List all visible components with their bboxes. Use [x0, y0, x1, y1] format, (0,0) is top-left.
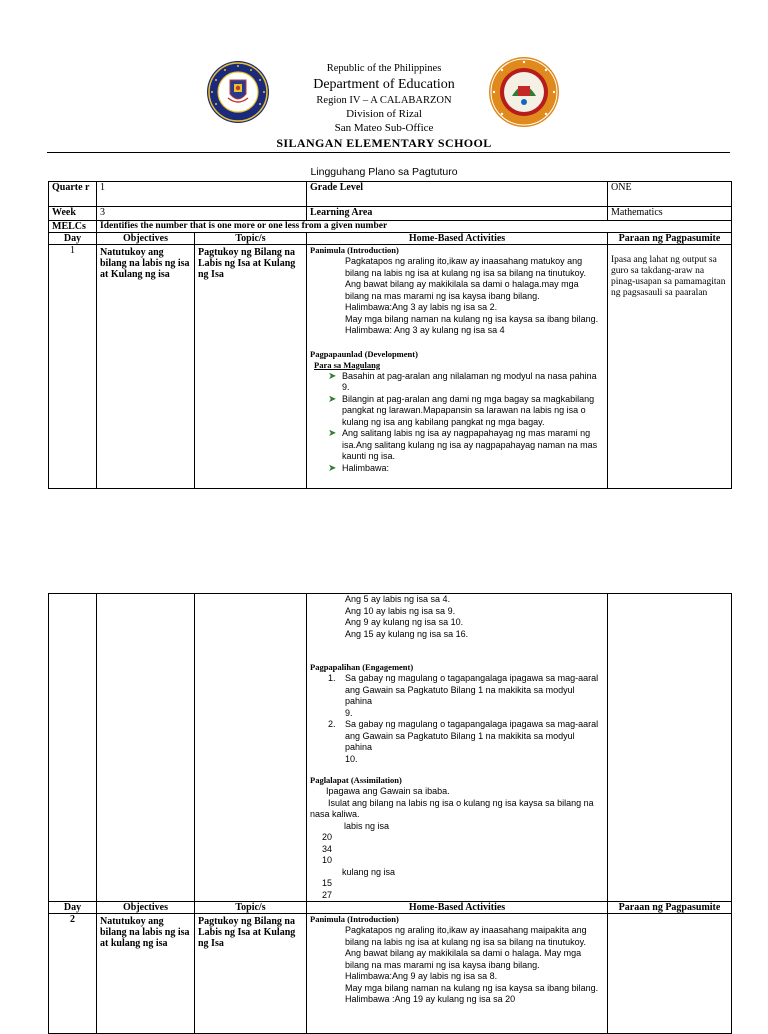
day1-dev-bullet — [310, 394, 604, 429]
plan-table-page1 — [48, 181, 732, 489]
learning-area-label: Learning Area — [307, 207, 608, 221]
day2-intro-line: Pagkatapos ng araling ito,ikaw ay inaasahang maipakita ang — [345, 925, 587, 935]
grade-level-label: Grade Level — [307, 182, 608, 207]
day2-activities — [307, 914, 608, 1034]
arrow-bullet-icon: ➤ — [328, 428, 337, 439]
day1-intro-line: bilang na labis ng isa at kulang ng isa sa bilang na tinutukoy. — [345, 267, 586, 278]
engagement-item — [310, 673, 604, 719]
item-line: Sa gabay ng magulang o tagapangalaga ipagawa sa mag-aaral — [345, 719, 599, 729]
labis-number: 20 — [322, 832, 333, 842]
day1-dev-bullet — [310, 463, 604, 475]
arrow-bullet-icon: ➤ — [328, 370, 337, 382]
day1-paraan: Ipasa ang lahat ng output sa guro sa takdang-araw na pinag-usapan sa pamamagitan ng pagsasauli sa paaralan — [608, 245, 732, 489]
item-line: 9. — [345, 707, 353, 718]
example-line: Ang 15 ay kulang ng isa sa 16. — [345, 628, 469, 639]
learning-area-value: Mathematics — [608, 207, 732, 221]
cont-paraan-cell — [608, 594, 732, 902]
day2-intro-heading: Panimula (Introduction) — [310, 914, 399, 924]
example-line: Ang 5 ay labis ng isa sa 4. — [345, 594, 451, 604]
cont-activities — [307, 594, 608, 902]
assimilation-line: Isulat ang bilang na labis ng isa o kulang ng isa kaysa sa bilang na — [328, 797, 594, 808]
bullet-line: kaunti ng isa. — [342, 451, 396, 461]
bullet-line: kulang ng isa ang kabilang pangkat ng mga bagay. — [342, 416, 545, 427]
day1-topic: Pagtukoy ng Bilang na Labis ng Isa at Kulang ng Isa — [195, 245, 307, 489]
day1-intro-line: Pagkatapos ng araling ito,ikaw ay inaasahang matukoy ang — [345, 256, 583, 266]
republic-line: Republic of the Philippines — [326, 63, 442, 74]
col-topics: Topic/s — [195, 233, 307, 245]
grade-level-value: ONE — [608, 182, 732, 207]
quarter-value: 1 — [97, 182, 307, 207]
engagement-item — [310, 719, 604, 765]
day2-topic: Pagtukoy ng Bilang na Labis ng Isa at Kulang ng Isa — [195, 914, 307, 1034]
melcs-label: MELCs — [49, 221, 97, 233]
day1-dev-subheading: Para sa Magulang — [314, 359, 381, 370]
col-paraan: Paraan ng Pagpasumite — [608, 902, 732, 914]
col-activities: Home-Based Activities — [307, 902, 608, 914]
item-line: 10. — [345, 753, 358, 764]
bullet-line: isa.Ang salitang kulang ng isa ay nagpapahayag naman na mas — [342, 439, 598, 450]
bullet-line: Bilangin at pag-aralan ang dami ng mga bagay sa magkabilang — [342, 393, 595, 404]
col-paraan: Paraan ng Pagpasumite — [608, 233, 732, 245]
item-number: 1. — [328, 673, 336, 683]
bullet-line: Halimbawa: — [342, 462, 390, 473]
region-line: Region IV – A CALABARZON — [316, 95, 452, 106]
day2-intro-line: Halimbawa :Ang 19 ay kulang ng isa sa 20 — [345, 994, 516, 1004]
example-line: Ang 9 ay kulang ng isa sa 10. — [345, 617, 464, 627]
item-line: ang Gawain sa Pagkatuto Bilang 1 na makikita sa modyul pahina — [345, 684, 575, 706]
item-line: Sa gabay ng magulang o tagapangalaga ipagawa sa mag-aaral — [345, 673, 599, 683]
col-activities: Home-Based Activities — [307, 233, 608, 245]
division-line: Division of Rizal — [346, 108, 422, 120]
kulang-label: kulang ng isa — [342, 866, 396, 877]
day2-intro-line: bilang na labis ng isa at kulang ng isa sa bilang na tinutukoy. — [345, 936, 586, 947]
day1-intro-line: May mga bilang naman na kulang ng isa kaysa sa ibang bilang. — [345, 313, 599, 324]
col-day: Day — [49, 902, 97, 914]
assimilation-line: Ipagawa ang Gawain sa ibaba. — [326, 786, 450, 796]
item-line: ang Gawain sa Pagkatuto Bilang 1 na makikita sa modyul pahina — [345, 730, 575, 752]
department-line: Department of Education — [313, 77, 455, 92]
kulang-number: 27 — [322, 889, 333, 900]
arrow-bullet-icon: ➤ — [328, 462, 337, 474]
day1-dev-heading: Pagpapaunlad (Development) — [310, 348, 418, 359]
cont-day-cell — [49, 594, 97, 902]
bullet-line: Basahin at pag-aralan ang nilalaman ng modyul na nasa pahina — [342, 370, 597, 381]
day2-objective: Natutukoy ang bilang na labis ng isa at kulang ng isa — [97, 914, 195, 1034]
col-objectives: Objectives — [97, 233, 195, 245]
col-day: Day — [49, 233, 97, 245]
week-label: Week — [49, 207, 97, 221]
bullet-line: Ang salitang labis ng isa ay nagpapahayag ng mas marami ng — [342, 428, 591, 438]
assimilation-line: nasa kaliwa. — [310, 809, 360, 819]
day1-number: 1 — [49, 245, 97, 489]
header-divider — [47, 152, 730, 153]
sub-office-line: San Mateo Sub-Office — [334, 122, 434, 134]
school-name: SILANGAN ELEMENTARY SCHOOL — [276, 136, 492, 150]
labis-label: labis ng isa — [344, 820, 390, 831]
item-number: 2. — [328, 719, 336, 729]
day1-objective: Natutukoy ang bilang na labis ng isa at Kulang ng isa — [97, 245, 195, 489]
day1-activities — [307, 245, 608, 489]
plan-table-page2 — [48, 593, 732, 1034]
day1-intro-line: Ang bawat bilang ay makikilala sa dami o halaga.may mga — [345, 279, 579, 289]
melcs-value: Identifies the number that is one more or one less from a given number — [97, 221, 732, 233]
col-topics: Topic/s — [195, 902, 307, 914]
plan-title: Lingguhang Plano sa Pagtuturo — [310, 166, 458, 178]
assimilation-heading: Paglalapat (Assimilation) — [310, 775, 402, 785]
labis-number: 34 — [322, 843, 333, 854]
day2-intro-line: Ang bawat bilang ay makikilala sa dami o halaga. May mga — [345, 948, 582, 958]
quarter-label: Quarte r — [49, 182, 97, 207]
day2-number: 2 — [49, 914, 97, 1034]
bullet-line: pangkat ng larawan.Mapapansin sa larawan na labis ng isa o — [342, 405, 586, 415]
day2-intro-line: Halimbawa:Ang 9 ay labis ng isa sa 8. — [345, 971, 498, 981]
day1-intro-line: Halimbawa: Ang 3 ay kulang ng isa sa 4 — [345, 325, 505, 335]
week-value: 3 — [97, 207, 307, 221]
engagement-heading: Pagpapalihan (Engagement) — [310, 662, 414, 672]
bullet-line: 9. — [342, 382, 350, 392]
kulang-number: 15 — [322, 878, 333, 888]
day1-intro-line: bilang na mas marami ng isa kaysa ibang bilang. — [345, 290, 540, 301]
day2-paraan-cell — [608, 914, 732, 1034]
day1-dev-bullet — [310, 371, 604, 394]
labis-number: 10 — [322, 855, 333, 865]
arrow-bullet-icon: ➤ — [328, 393, 337, 405]
day2-intro-line: bilang na mas marami ng isa kaysa ibang bilang. — [345, 959, 540, 970]
day1-intro-heading: Panimula (Introduction) — [310, 245, 399, 255]
cont-objectives-cell — [97, 594, 195, 902]
cont-topics-cell — [195, 594, 307, 902]
example-line: Ang 10 ay labis ng isa sa 9. — [345, 605, 456, 616]
col-objectives: Objectives — [97, 902, 195, 914]
day1-dev-bullet — [310, 428, 604, 463]
day2-intro-line: May mga bilang naman na kulang ng isa kaysa sa ibang bilang. — [345, 982, 599, 993]
day1-intro-line: Halimbawa:Ang 3 ay labis ng isa sa 2. — [345, 302, 498, 312]
